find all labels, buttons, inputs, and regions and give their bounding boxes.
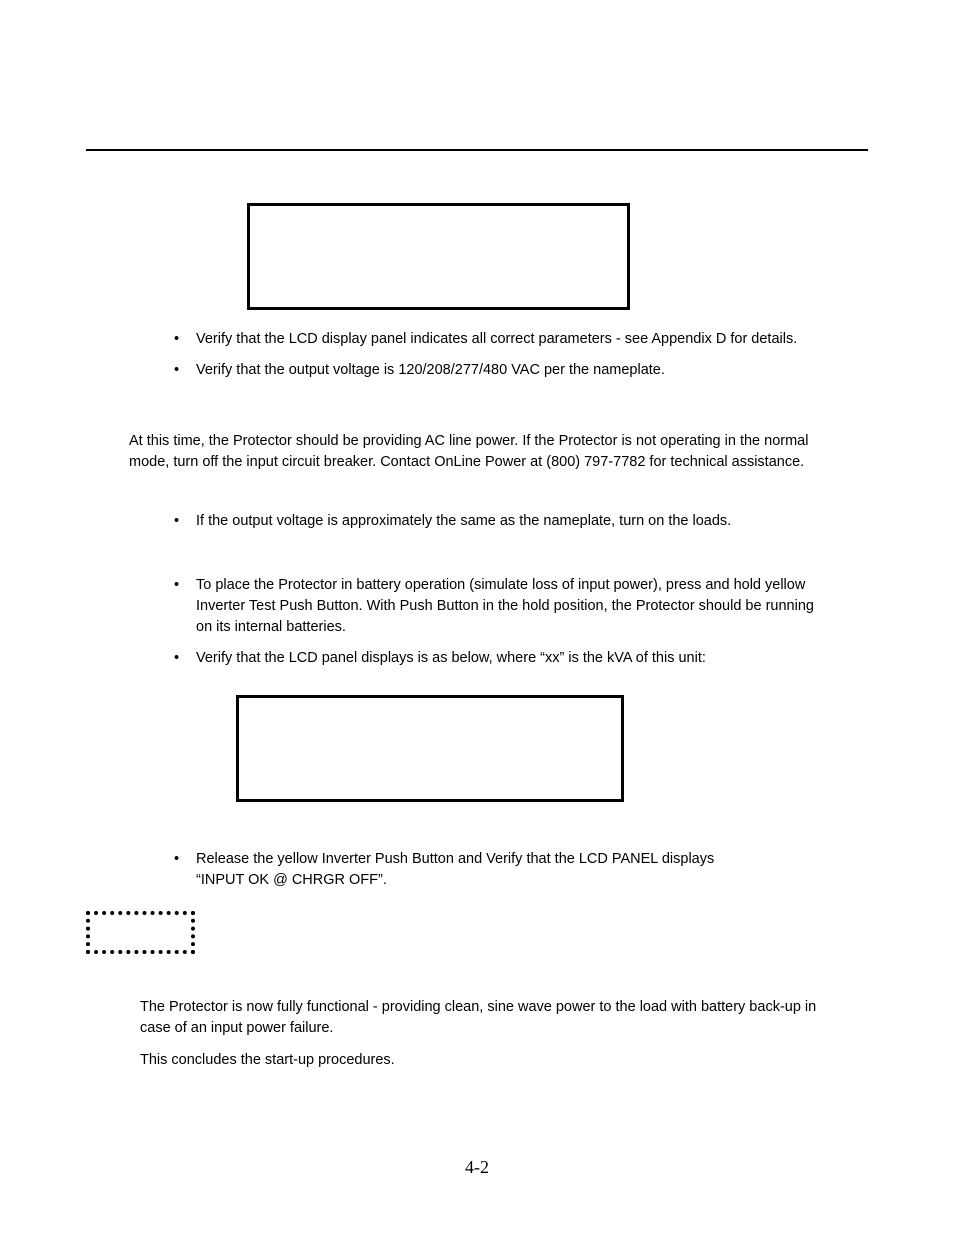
bullet-line: Inverter Test Push Button. With Push Button in the hold position, the Protector should be running — [196, 598, 814, 614]
bullet-text: Verify that the LCD display panel indicates all correct parameters - see Appendix D for details. — [196, 331, 798, 347]
bullet-verify-lcd — [196, 329, 797, 350]
paragraph-line: At this time, the Protector should be providing AC line power. If the Protector is not operating in the normal — [129, 433, 809, 449]
bullet-text: Verify that the output voltage is 120/208/277/480 VAC per the nameplate. — [196, 362, 665, 378]
bullet-release-button — [196, 849, 714, 891]
bullet-text: If the output voltage is approximately the same as the nameplate, turn on the loads. — [196, 513, 732, 529]
bullet-line: on its internal batteries. — [196, 619, 346, 635]
paragraph-text: This concludes the start-up procedures. — [140, 1052, 395, 1068]
bullet-battery-operation — [196, 575, 814, 638]
page-number: 4-2 — [465, 1157, 489, 1177]
bullet-text: Verify that the LCD panel displays is as below, where “xx” is the kVA of this unit: — [196, 650, 706, 666]
paragraph-line: mode, turn off the input circuit breaker. Contact OnLine Power at (800) 797-7782 for technical assistance. — [129, 454, 805, 470]
bullet-line: • To place the Protector in battery operation (simulate loss of input power), press and hold yellow — [196, 577, 806, 593]
bullet-verify-voltage — [196, 360, 665, 381]
paragraph-ac-line-power — [129, 431, 808, 473]
header-rule — [86, 149, 868, 151]
bullet-line: “INPUT OK @ CHRGR OFF”. — [196, 872, 387, 888]
lcd-display-box-normal — [247, 203, 630, 310]
bullet-turn-on-loads — [196, 511, 731, 532]
paragraph-line: case of an input power failure. — [140, 1020, 334, 1036]
bullet-verify-lcd-kva — [196, 648, 706, 669]
bullet-line: • Release the yellow Inverter Push Button and Verify that the LCD PANEL displays — [196, 851, 715, 867]
paragraph-fully-functional — [140, 997, 816, 1039]
paragraph-line: The Protector is now fully functional - providing clean, sine wave power to the load with battery back-up in — [140, 999, 817, 1015]
paragraph-concludes — [140, 1050, 395, 1071]
lcd-display-box-battery — [236, 695, 624, 802]
dotted-note-box — [86, 911, 195, 954]
